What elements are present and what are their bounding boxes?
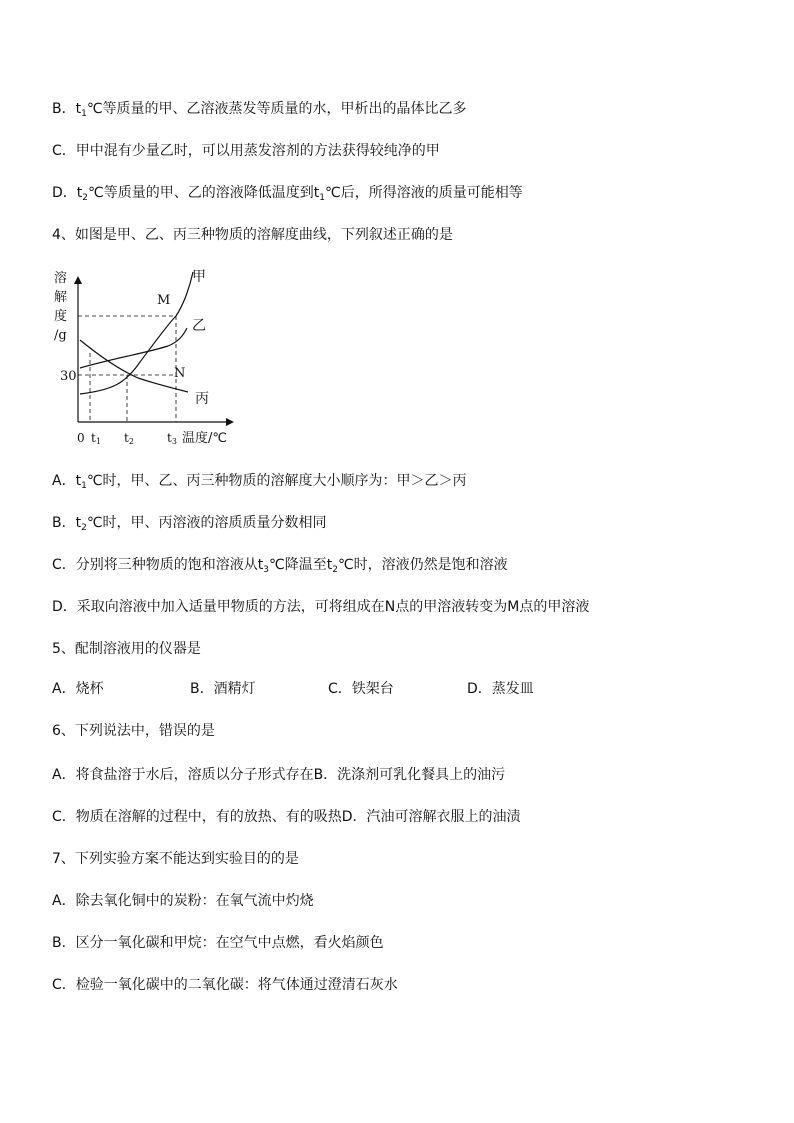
q5-option-b: B．酒精灯 bbox=[190, 681, 256, 697]
q3-option-c: C．甲中混有少量乙时，可以用蒸发溶剂的方法获得较纯净的甲 bbox=[52, 143, 440, 159]
x-tick-t1 bbox=[91, 431, 101, 446]
origin-label: 0 bbox=[77, 431, 85, 445]
x-tick-t3-base: t bbox=[167, 431, 172, 445]
q4c-text-b: ℃降温至t bbox=[269, 557, 333, 573]
q6-options-ab: A．将食盐溶于水后，溶质以分子形式存在B．洗涤剂可乳化餐具上的油污 bbox=[52, 767, 506, 783]
q4a-text-a: A．t bbox=[52, 473, 82, 489]
q3d-text-a: D．t bbox=[52, 185, 83, 201]
x-tick-t3 bbox=[167, 431, 177, 446]
q4b-sub-1: 2 bbox=[81, 523, 87, 533]
q5-stem: 5、配制溶液用的仪器是 bbox=[52, 641, 201, 657]
q4-option-c bbox=[52, 556, 508, 576]
y-label-char-2: 解 bbox=[54, 290, 68, 305]
q4c-text-c: ℃时，溶液仍然是饱和溶液 bbox=[337, 557, 508, 573]
q4-option-a bbox=[52, 472, 467, 492]
q4c-text-a: C．分别将三种物质的饱和溶液从t bbox=[52, 557, 264, 573]
q5-option-c: C．铁架台 bbox=[328, 681, 394, 697]
x-tick-t3-sub: 3 bbox=[171, 437, 177, 446]
q3b-text-b: ℃等质量的甲、乙溶液蒸发等质量的水，甲析出的晶体比乙多 bbox=[86, 101, 467, 117]
q3-option-b bbox=[52, 100, 467, 120]
y-axis-title bbox=[54, 270, 67, 343]
q4a-text-b: ℃时，甲、乙、丙三种物质的溶解度大小顺序为：甲＞乙＞丙 bbox=[86, 473, 467, 489]
label-m: M bbox=[157, 293, 171, 308]
y-label-char-4: /g bbox=[54, 328, 67, 343]
q5-option-a: A．烧杯 bbox=[52, 681, 104, 697]
q4b-text-b: ℃时，甲、丙溶液的溶质质量分数相同 bbox=[86, 515, 327, 531]
q7-option-c: C．检验一氧化碳中的二氧化碳：将气体通过澄清石灰水 bbox=[52, 977, 398, 993]
q3d-sub-1: 2 bbox=[82, 193, 89, 203]
q4-option-b bbox=[52, 514, 327, 534]
q3d-text-b: ℃等质量的甲、乙的溶液降低温度到t bbox=[88, 185, 320, 201]
x-tick-t2-sub: 2 bbox=[128, 437, 134, 446]
q7-stem: 7、下列实验方案不能达到实验目的的是 bbox=[52, 851, 299, 867]
q4c-sub-2: 2 bbox=[332, 565, 338, 575]
y-tick-30: 30 bbox=[60, 369, 77, 384]
q3-option-d bbox=[52, 184, 523, 204]
y-label-char-1: 溶 bbox=[54, 271, 68, 286]
q7-option-b: B．区分一氧化碳和甲烷：在空气中点燃，看火焰颜色 bbox=[52, 935, 384, 951]
x-tick-t1-base: t bbox=[91, 431, 96, 445]
q7-option-a: A．除去氧化铜中的炭粉：在氧气流中灼烧 bbox=[52, 893, 314, 909]
q4-option-d: D．采取向溶液中加入适量甲物质的方法，可将组成在N点的甲溶液转变为M点的甲溶液 bbox=[52, 599, 590, 615]
series-bing-curve bbox=[80, 340, 188, 392]
q4-stem: 4、如图是甲、乙、丙三种物质的溶解度曲线，下列叙述正确的是 bbox=[52, 227, 453, 243]
x-tick-t2-base: t bbox=[124, 431, 129, 445]
q4a-sub-1: 1 bbox=[81, 481, 87, 491]
q4c-sub-1: 3 bbox=[263, 565, 269, 575]
q3b-text-a: B．t bbox=[52, 101, 82, 117]
label-yi: 乙 bbox=[192, 318, 206, 334]
label-jia: 甲 bbox=[192, 269, 206, 285]
q4b-text-a: B．t bbox=[52, 515, 82, 531]
x-axis-title: 温度/℃ bbox=[182, 431, 227, 446]
x-tick-t1-sub: 1 bbox=[95, 437, 101, 446]
solubility-chart bbox=[50, 262, 250, 450]
guide-lines bbox=[78, 316, 176, 422]
q3d-sub-2: 1 bbox=[319, 193, 325, 203]
x-tick-t2 bbox=[124, 431, 134, 446]
q5-options bbox=[52, 680, 612, 700]
q6-options-cd: C．物质在溶解的过程中，有的放热、有的吸热D．汽油可溶解衣服上的油渍 bbox=[52, 809, 521, 825]
series-yi-curve bbox=[80, 328, 187, 368]
q6-stem: 6、下列说法中，错误的是 bbox=[52, 723, 215, 739]
q3d-text-c: ℃后，所得溶液的质量可能相等 bbox=[324, 185, 523, 201]
y-label-char-3: 度 bbox=[54, 309, 68, 324]
label-n: N bbox=[174, 366, 186, 381]
q5-option-d: D．蒸发皿 bbox=[467, 681, 534, 697]
label-bing: 丙 bbox=[195, 391, 209, 407]
q3b-sub-1: 1 bbox=[81, 109, 87, 119]
